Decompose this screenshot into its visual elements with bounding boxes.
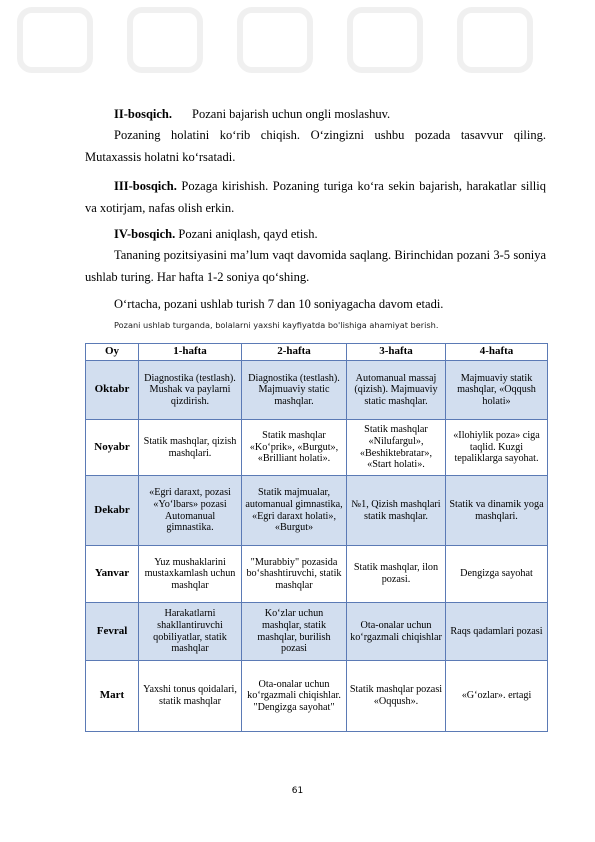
- header-week-4: 4-hafta: [446, 344, 548, 361]
- table-cell: Diagnostika (testlash). Mushak va paylarni qizdirish.: [139, 361, 242, 420]
- table-row: [86, 603, 548, 661]
- month-cell: Fevral: [86, 603, 139, 661]
- table-cell: Ota-onalar uchun ko‘rgazmali chiqishlar. "Dengizga sayohat": [242, 661, 347, 732]
- table-row: [86, 420, 548, 476]
- note-text: Pozani ushlab turganda, bolalarni yaxshi kayfiyatda bo'lishiga ahamiyat berish.: [114, 320, 439, 330]
- month-cell: Oktabr: [86, 361, 139, 420]
- table-row: [86, 476, 548, 546]
- page-number: 61: [291, 786, 304, 796]
- table-cell: "Murabbiy" pozasida bo‘shashtiruvchi, statik mashqlar: [242, 546, 347, 603]
- schedule-table: [85, 343, 548, 732]
- table-cell: Majmuaviy statik mashqlar, «Oqqush holati»: [446, 361, 548, 420]
- table-cell: Ko‘zlar uchun mashqlar, statik mashqlar, burilish pozasi: [242, 603, 347, 661]
- stage-4-text: Pozani aniqlash, qayd etish.: [178, 227, 318, 241]
- header-month: Oy: [86, 344, 139, 361]
- table-row: [86, 661, 548, 732]
- table-cell: Ota-onalar uchun ko‘rgazmali chiqishlar: [347, 603, 446, 661]
- table-cell: Statik majmualar, automanual gimnastika, «Egri daraxt holati», «Burgut»: [242, 476, 347, 546]
- table-cell: Statik va dinamik yoga mashqlari.: [446, 476, 548, 546]
- stage-3-text: Pozaga kirishish. Pozaning turiga ko‘ra sekin bajarish, harakatlar silliq va xotirjam, nafas olish erkin.: [85, 179, 546, 215]
- paragraph-stage-3: [85, 176, 546, 219]
- table-cell: Statik mashqlar, ilon pozasi.: [347, 546, 446, 603]
- table-cell: Dengizga sayohat: [446, 546, 548, 603]
- table-cell: №1, Qizish mashqlari statik mashqlar.: [347, 476, 446, 546]
- month-cell: Mart: [86, 661, 139, 732]
- table-row: [86, 546, 548, 603]
- table-cell: Raqs qadamlari pozasi: [446, 603, 548, 661]
- table-cell: Yuz mushaklarini mustaxkamlash uchun mashqlar: [139, 546, 242, 603]
- stage-2-text: Pozani bajarish uchun ongli moslashuv.: [192, 107, 391, 121]
- paragraph-hold-position: Tananing pozitsiyasini ma’lum vaqt davomida saqlang. Birinchidan pozani 3-5 soniya ushlab turing. Har hafta 1-2 soniya qo‘shing.: [85, 248, 546, 284]
- stage-2-lead: II-bosqich.: [114, 107, 173, 121]
- table-cell: «G‘ozlar». ertagi: [446, 661, 548, 732]
- month-cell: Noyabr: [86, 420, 139, 476]
- month-cell: Yanvar: [86, 546, 139, 603]
- table-row: [86, 361, 548, 420]
- table-cell: Yaxshi tonus qoidalari, statik mashqlar: [139, 661, 242, 732]
- stage-3-lead: III-bosqich.: [114, 179, 177, 193]
- paragraph-pose-review: Pozaning holatini ko‘rib chiqish. O‘zingizni ushbu pozada tasavvur qiling. Mutaxassis holatni ko‘rsatadi.: [85, 128, 546, 164]
- paragraph-average-hold: O‘rtacha, pozani ushlab turish 7 dan 10 soniyagacha davom etadi.: [114, 297, 444, 311]
- table-cell: Statik mashqlar «Nilufargul», «Beshiktebratar», «Start holati».: [347, 420, 446, 476]
- table-cell: «Ilohiylik poza» ciga taqlid. Kuzgi tepaliklarga sayohat.: [446, 420, 548, 476]
- paragraph-stage-2: [85, 104, 546, 126]
- table-cell: Statik mashqlar «Ko‘prik», «Burgut», «Brilliant holati».: [242, 420, 347, 476]
- stage-4-lead: IV-bosqich.: [114, 227, 176, 241]
- table-cell: «Egri daraxt, pozasi «Yo‘lbars» pozasi Automanual gimnastika.: [139, 476, 242, 546]
- table-header-row: [86, 344, 548, 361]
- header-week-3: 3-hafta: [347, 344, 446, 361]
- table-cell: Statik mashqlar, qizish mashqlari.: [139, 420, 242, 476]
- table-cell: Automanual massaj (qizish). Majmuaviy static mashqlar.: [347, 361, 446, 420]
- header-week-2: 2-hafta: [242, 344, 347, 361]
- table-cell: Statik mashqlar pozasi «Oqqush».: [347, 661, 446, 732]
- table-cell: Diagnostika (testlash). Majmuaviy static mashqlar.: [242, 361, 347, 420]
- header-week-1: 1-hafta: [139, 344, 242, 361]
- month-cell: Dekabr: [86, 476, 139, 546]
- table-cell: Harakatlarni shakllantiruvchi qobiliyatlar, statik mashqlar: [139, 603, 242, 661]
- paragraph-stage-4: [85, 224, 546, 246]
